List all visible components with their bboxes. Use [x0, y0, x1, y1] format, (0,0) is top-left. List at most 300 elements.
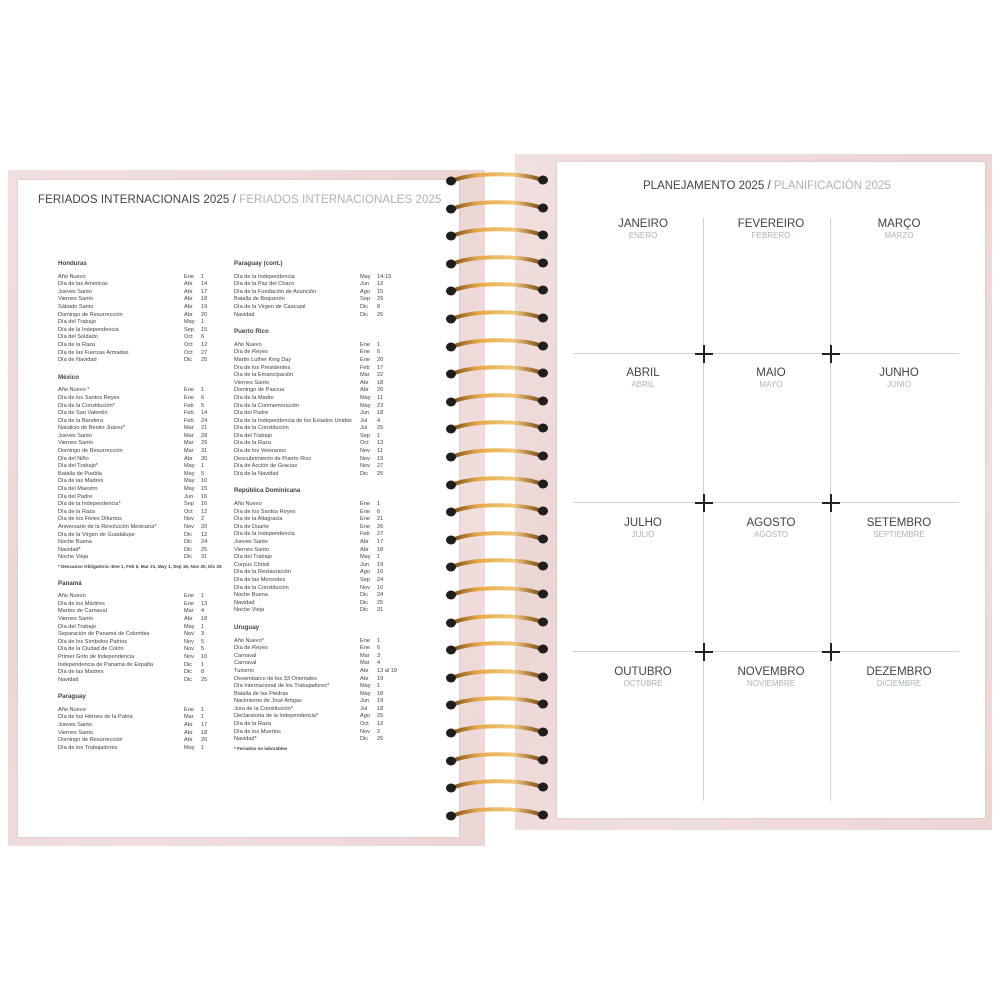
holiday-month: Oct — [184, 341, 193, 348]
holiday-month: Sep — [360, 576, 370, 583]
month-cell — [707, 517, 835, 539]
holiday-row — [234, 592, 402, 600]
holiday-name: Día de la Constitución — [234, 425, 289, 432]
holiday-month: Nov — [184, 638, 194, 645]
holiday-name: Descubrimiento de Puerto Rico — [234, 455, 312, 462]
holiday-name: Día de las Mercedes — [234, 576, 286, 583]
month-name-portuguese: MAIO — [756, 367, 786, 379]
month-name-portuguese: AGOSTO — [746, 517, 796, 529]
holiday-row — [234, 440, 402, 448]
holiday-month: Nov — [360, 728, 370, 735]
holiday-name: Día de la Ciudad de Colón — [58, 646, 124, 653]
planning-page-title — [643, 180, 891, 192]
holiday-name: Batalla de las Piedras — [234, 690, 289, 697]
holiday-name: Día del Trabajo — [234, 554, 272, 561]
holiday-day: 12 — [377, 281, 384, 288]
holiday-name: Día del Niño — [58, 455, 89, 462]
holiday-name: Domingo de Resurrección — [58, 311, 123, 318]
holiday-day: 1 — [201, 706, 205, 713]
holiday-name: Día de la Bandera — [58, 417, 104, 424]
holiday-row — [234, 501, 402, 509]
month-name-portuguese: JUNHO — [879, 367, 919, 379]
holiday-row — [234, 403, 402, 411]
holiday-day: 12 — [201, 508, 208, 515]
holiday-name: Noche Buena — [234, 592, 268, 599]
spiral-coil — [445, 639, 549, 653]
holiday-name: Día de la Raza — [58, 341, 96, 348]
title-portuguese: PLANEJAMENTO 2025 — [643, 180, 765, 192]
holiday-name: Viernes Santo — [58, 440, 94, 447]
holiday-month: Sep — [360, 432, 370, 439]
spiral-coil — [445, 308, 549, 322]
holiday-month: Feb — [184, 417, 194, 424]
month-name-spanish: ABRIL — [631, 380, 655, 389]
country-section — [234, 624, 402, 753]
holiday-name: Día de la Raza — [58, 508, 96, 515]
holiday-name: Año Nuevo — [58, 593, 86, 600]
holiday-day: 1 — [377, 554, 381, 561]
holiday-name: Año Nuevo — [234, 501, 262, 508]
holiday-row — [58, 471, 226, 479]
month-cell — [707, 666, 835, 688]
holiday-name: Viernes Santo — [234, 379, 270, 386]
holiday-row — [58, 669, 226, 677]
holiday-row — [234, 554, 402, 562]
holiday-row — [234, 676, 402, 684]
holiday-name: Día de la Restauración — [234, 569, 291, 576]
holiday-month: May — [360, 554, 371, 561]
holiday-day: 5 — [201, 638, 205, 645]
holiday-row — [234, 638, 402, 646]
holiday-day: 6 — [377, 349, 381, 356]
holiday-month: Dic — [184, 539, 193, 546]
country-section — [234, 260, 402, 319]
holiday-month: Abr — [360, 387, 369, 394]
holiday-name: Día de la Madre — [234, 394, 274, 401]
holiday-day: 4 — [201, 608, 205, 615]
holiday-day: 25 — [377, 713, 384, 720]
holiday-day: 3 — [201, 631, 205, 638]
holiday-row — [58, 532, 226, 540]
holiday-day: 12 — [201, 531, 208, 538]
holiday-day: 6 — [201, 394, 205, 401]
holiday-row — [234, 539, 402, 547]
holiday-row — [234, 312, 402, 320]
holiday-name: Día de los Símbolos Patrios — [58, 638, 128, 645]
month-name-spanish: MARZO — [884, 231, 914, 240]
holiday-row — [234, 660, 402, 668]
spiral-coil — [445, 777, 549, 791]
month-cell — [835, 367, 963, 389]
holiday-row — [234, 736, 402, 744]
holiday-day: 5 — [201, 646, 205, 653]
spiral-coil — [445, 418, 549, 432]
holiday-name: Día de la Conmemoración — [234, 402, 299, 409]
holiday-name: Día de la Independencia — [234, 531, 295, 538]
holiday-row — [234, 433, 402, 441]
holiday-day: 18 — [201, 729, 208, 736]
holiday-row — [58, 387, 226, 395]
holiday-row — [58, 654, 226, 662]
spiral-coil — [445, 363, 549, 377]
spiral-coil — [445, 391, 549, 405]
country-section — [58, 693, 226, 752]
holiday-row — [234, 387, 402, 395]
holiday-row — [234, 448, 402, 456]
holiday-month: Ene — [184, 394, 194, 401]
holiday-name: Desembarco de los 33 Orientales — [234, 675, 318, 682]
holiday-month: Abr — [184, 296, 193, 303]
holiday-name: Día de la Paz del Chaco — [234, 281, 295, 288]
holiday-day: 3 — [377, 652, 381, 659]
holiday-month: Abr — [184, 455, 193, 462]
holiday-name: Viernes Santo — [234, 546, 270, 553]
country-section — [58, 374, 226, 571]
title-portuguese: FERIADOS INTERNACIONAIS 2025 — [38, 194, 230, 206]
holiday-row — [58, 639, 226, 647]
holiday-day: 18 — [377, 705, 384, 712]
country-section — [58, 260, 226, 365]
holiday-day: 20 — [377, 387, 384, 394]
holiday-month: Ene — [360, 341, 370, 348]
holiday-row — [58, 274, 226, 282]
holiday-month: May — [184, 744, 195, 751]
holiday-name: Carnaval — [234, 652, 257, 659]
holiday-row — [234, 668, 402, 676]
holiday-row — [234, 365, 402, 373]
month-name-portuguese: ABRIL — [626, 367, 660, 379]
holiday-row — [58, 357, 226, 365]
holiday-row — [58, 342, 226, 350]
holiday-row — [58, 281, 226, 289]
holiday-row — [234, 569, 402, 577]
holiday-month: Jul — [360, 417, 368, 424]
title-spanish: PLANIFICACIÓN 2025 — [773, 180, 891, 192]
holiday-row — [234, 342, 402, 350]
holiday-month: Abr — [184, 303, 193, 310]
country-name: Paraguay (cont.) — [234, 260, 283, 267]
holiday-month: Abr — [360, 539, 369, 545]
holiday-month: Nov — [360, 448, 370, 455]
holiday-name: Día de Reyes — [234, 349, 268, 356]
spiral-coil — [445, 722, 549, 736]
holiday-day: 1 — [377, 683, 381, 690]
holiday-row — [58, 601, 226, 609]
holiday-row — [234, 296, 402, 304]
holiday-name: Día de San Valentín — [58, 410, 108, 417]
holiday-day: 18 — [201, 296, 208, 303]
holiday-name: Día del Trabajo — [58, 623, 96, 630]
holiday-day: 1 — [201, 744, 205, 751]
holiday-day: 27 — [377, 463, 384, 470]
spiral-coil — [445, 667, 549, 681]
holiday-row — [58, 707, 226, 715]
holiday-month: Jul — [360, 425, 368, 432]
month-name-spanish: AGOSTO — [753, 530, 789, 539]
holiday-row — [58, 501, 226, 509]
holiday-day: 25 — [377, 736, 384, 743]
holiday-month: Jul — [360, 705, 368, 712]
holiday-row — [234, 607, 402, 615]
holiday-name: Día del Maestro — [58, 486, 98, 493]
holiday-name: Aniversario de la Revolución Mexicana* — [58, 524, 157, 530]
holiday-row — [58, 334, 226, 342]
holiday-month: Feb — [184, 402, 194, 409]
holiday-month: Nov — [184, 516, 194, 523]
holiday-month: Abr — [184, 281, 193, 288]
holiday-day: 20 — [201, 311, 208, 318]
month-name-spanish: SEPTIEMBRE — [873, 530, 925, 539]
holiday-day: 25 — [201, 546, 208, 553]
holiday-row — [234, 691, 402, 699]
planning-page — [557, 162, 985, 818]
holiday-name: Domingo de Resurrección — [58, 737, 123, 744]
country-section — [234, 487, 402, 615]
holiday-month: Ene — [360, 356, 370, 363]
holiday-month: Dic — [360, 470, 369, 477]
holiday-month: Oct — [360, 721, 369, 728]
holiday-name: Jueves Santo — [58, 432, 92, 439]
holiday-name: Jueves Santo — [234, 539, 268, 545]
holiday-row — [234, 410, 402, 418]
holiday-name: Primer Grito de Independencia — [58, 653, 135, 660]
holiday-day: 1 — [201, 623, 205, 630]
holiday-row — [234, 471, 402, 479]
grid-divider-horizontal — [573, 353, 959, 354]
holiday-row — [58, 624, 226, 632]
month-cell — [835, 218, 963, 240]
holiday-day: 25 — [377, 425, 384, 432]
holiday-day: 19 — [377, 561, 384, 568]
month-name-spanish: FEBRERO — [751, 231, 791, 240]
holiday-row — [58, 296, 226, 304]
spiral-coil — [445, 336, 549, 350]
holiday-row — [58, 722, 226, 730]
month-name-portuguese: OUTUBRO — [614, 666, 672, 678]
holiday-name: Día del Trabajo — [234, 432, 272, 439]
holiday-day: 1 — [201, 714, 205, 721]
month-cell — [579, 517, 707, 539]
holiday-month: May — [360, 683, 371, 690]
holiday-name: Día del Soldado — [58, 334, 98, 341]
holiday-month: Dic — [184, 531, 193, 538]
holiday-row — [58, 312, 226, 320]
holiday-day: 4 — [377, 660, 381, 667]
holiday-name: Día del Trabajo* — [58, 463, 99, 470]
holiday-month: May — [360, 402, 371, 409]
holiday-day: 31 — [201, 554, 208, 561]
grid-divider-horizontal — [573, 651, 959, 652]
holiday-row — [58, 494, 226, 502]
holiday-month: Dic — [184, 554, 193, 561]
holiday-day: 8 — [201, 669, 205, 676]
country-section — [58, 580, 226, 685]
holiday-row — [234, 281, 402, 289]
holiday-day: 5 — [201, 402, 205, 409]
holiday-name: Día de la Independencia — [234, 273, 295, 280]
holiday-month: Ene — [360, 349, 370, 356]
holiday-name: Día de los Muertos — [234, 728, 281, 735]
holiday-name: Año Nuevo * — [58, 387, 90, 394]
month-name-spanish: DICIEMBRE — [876, 679, 922, 688]
holiday-day: 1 — [201, 387, 205, 394]
holiday-day: 1 — [201, 273, 205, 280]
holiday-row — [234, 304, 402, 312]
holiday-month: Jun — [360, 410, 370, 417]
crosshair-mark — [695, 345, 713, 363]
holiday-row — [58, 448, 226, 456]
holiday-name: Jura de la Constitución* — [234, 705, 294, 712]
holiday-row — [234, 645, 402, 653]
holidays-column-2 — [234, 260, 402, 761]
holiday-name: Día de los Santos Reyes — [58, 394, 120, 401]
holiday-name: Carnaval — [234, 660, 257, 667]
holiday-month: Ene — [360, 645, 370, 652]
crosshair-mark — [695, 494, 713, 512]
holiday-row — [58, 319, 226, 327]
month-cell — [707, 367, 835, 389]
holiday-month: May — [184, 319, 195, 326]
holiday-month: May — [184, 463, 195, 470]
holiday-month: May — [360, 273, 371, 280]
holiday-name: Día de la Independencia — [58, 326, 119, 333]
holiday-day: 24 — [201, 417, 208, 424]
holiday-row — [58, 616, 226, 624]
holiday-row — [58, 737, 226, 745]
holiday-name: Batalla de Puebla — [58, 470, 102, 477]
holiday-month: Dic — [360, 599, 369, 606]
holiday-name: Día de las Madres — [58, 669, 104, 676]
holiday-name: Día de la Constitución* — [58, 402, 115, 409]
holiday-month: Ago — [360, 713, 370, 720]
holiday-day: 29 — [377, 296, 384, 303]
holiday-month: Jun — [360, 561, 370, 568]
holiday-row — [58, 646, 226, 654]
holiday-month: Ago — [360, 288, 370, 295]
holiday-name: Día de las Américas — [58, 281, 108, 288]
holiday-row — [234, 653, 402, 661]
holiday-day: 19 — [201, 303, 208, 310]
holiday-month: Ene — [360, 508, 370, 515]
holiday-name: Navidad* — [234, 736, 257, 743]
holiday-name: Día de los Santos Reyes — [234, 508, 296, 515]
holiday-day: 12 — [377, 721, 384, 728]
holiday-row — [234, 395, 402, 403]
month-name-spanish: MAYO — [759, 380, 783, 389]
holiday-day: 27 — [377, 531, 384, 538]
holiday-month: Abr — [184, 737, 193, 744]
holiday-row — [58, 289, 226, 297]
country-name: Uruguay — [234, 623, 260, 631]
holiday-row — [58, 516, 226, 524]
holiday-month: Nov — [360, 463, 370, 470]
holiday-month: Abr — [184, 311, 193, 318]
holiday-month: Feb — [360, 531, 370, 538]
holiday-name: Martin Luther King Day — [234, 356, 292, 363]
holiday-row — [58, 440, 226, 448]
spiral-coil — [445, 529, 549, 543]
holiday-month: Dic — [184, 546, 193, 553]
holiday-month: Dic — [184, 676, 193, 683]
holiday-day: 29 — [201, 440, 208, 447]
holiday-name: Día del Trabajo — [58, 319, 96, 326]
holiday-month: May — [184, 623, 195, 630]
holiday-row — [58, 631, 226, 639]
holiday-row — [58, 327, 226, 335]
holiday-row — [234, 706, 402, 714]
holiday-day: 19 — [377, 675, 384, 682]
holiday-day: 20 — [201, 524, 208, 530]
holiday-month: Abr — [360, 379, 369, 386]
holiday-name: Viernes Santo — [58, 296, 94, 303]
holiday-month: Mar — [184, 425, 194, 432]
holiday-name: Jueves Santo — [58, 722, 92, 729]
holiday-month: Ene — [360, 501, 370, 508]
holiday-name: Navidad — [58, 676, 79, 683]
holiday-name: Nacimiento de José Artigas — [234, 698, 302, 705]
holiday-row — [58, 608, 226, 616]
holiday-row — [58, 730, 226, 738]
holiday-day: 8 — [377, 303, 381, 310]
holiday-day: 25 — [377, 599, 384, 606]
holiday-row — [234, 380, 402, 388]
holiday-name: Día de Duarte — [234, 523, 269, 530]
holiday-day: 20 — [377, 356, 384, 363]
holiday-name: Día de la Virgen de Guadalupe — [58, 531, 135, 538]
holiday-month: Oct — [184, 334, 193, 341]
holiday-row — [58, 350, 226, 358]
holiday-day: 5 — [201, 470, 205, 477]
holiday-month: Abr — [184, 729, 193, 736]
holiday-name: Domingo de Pascua — [234, 387, 285, 394]
month-name-portuguese: FEVEREIRO — [737, 218, 805, 230]
month-name-portuguese: JANEIRO — [618, 218, 668, 230]
holiday-month: Mar — [360, 372, 370, 379]
holiday-month: Ago — [360, 569, 370, 576]
holiday-month: Sep — [184, 326, 194, 333]
holiday-row — [58, 745, 226, 753]
spiral-coil — [445, 805, 549, 819]
holiday-month: Nov — [184, 653, 194, 660]
holiday-row — [58, 418, 226, 426]
month-cell — [835, 517, 963, 539]
holiday-row — [58, 524, 226, 532]
holiday-row — [58, 677, 226, 685]
holiday-day: 15 — [201, 486, 208, 493]
holiday-day: 18 — [377, 410, 384, 417]
holiday-row — [234, 562, 402, 570]
holiday-name: Día del Padre — [234, 410, 269, 417]
holiday-month: Dic — [360, 592, 369, 599]
holiday-day: 19 — [377, 455, 384, 462]
holiday-name: Domingo de Resurrección — [58, 448, 123, 455]
holiday-month: Mar — [184, 440, 194, 447]
holiday-day: 20 — [201, 737, 208, 744]
holiday-month: Ene — [184, 387, 194, 394]
spiral-coil — [445, 584, 549, 598]
crosshair-mark — [822, 643, 840, 661]
month-cell — [579, 367, 707, 389]
holiday-footnote: * Descanso Obligatorio: Ene 1, Feb 5, Mar 21, May 1, Sep 16, Nov 20, Dic 25 — [58, 563, 222, 569]
holiday-day: 6 — [201, 334, 205, 341]
holiday-row — [58, 410, 226, 418]
holiday-day: 28 — [201, 432, 208, 439]
holiday-row — [58, 547, 226, 555]
holiday-month: Oct — [360, 440, 369, 447]
holiday-name: Día de los Mártires — [58, 600, 105, 607]
title-spanish: FERIADOS INTERNACIONALES 2025 — [239, 194, 442, 206]
holiday-month: Nov — [360, 455, 370, 462]
